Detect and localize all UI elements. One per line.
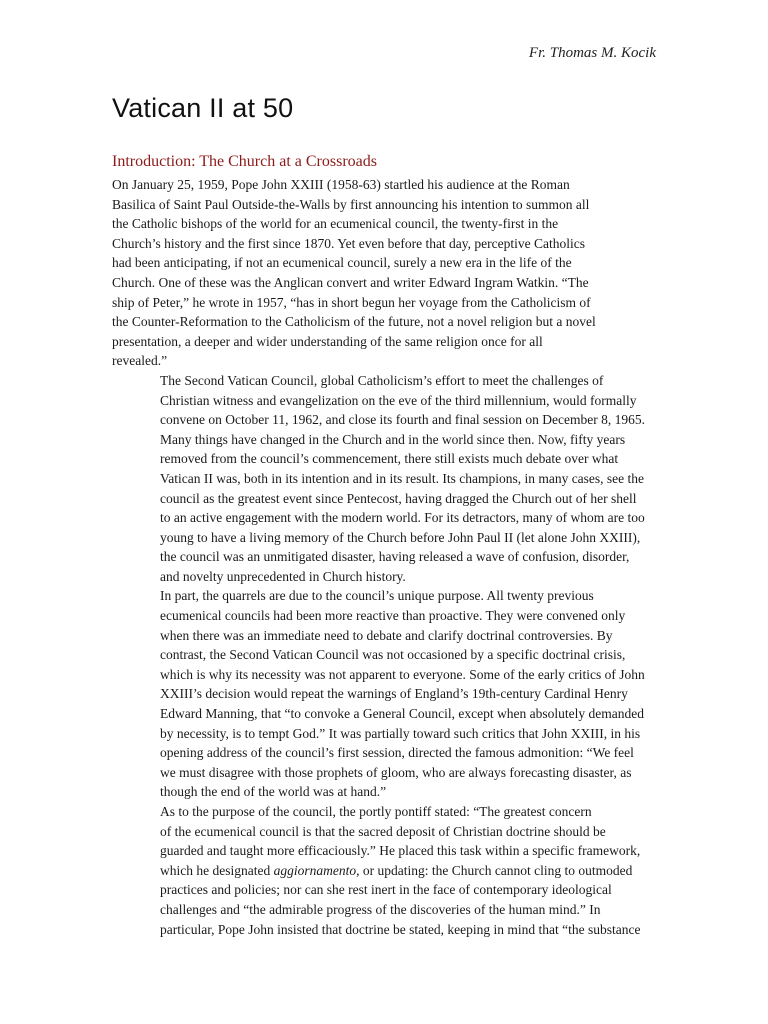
text-line: the Catholic bishops of the world for an ecumenical council, the twenty-first in the (112, 216, 559, 232)
author-name: Fr. Thomas M. Kocik (528, 45, 656, 61)
text-line: Vatican II was, both in its intention and in its result. Its champions, in many cases, see the (160, 470, 645, 486)
text-line: to an active engagement with the modern world. For its detractors, many of whom are too (160, 510, 645, 526)
paragraph (112, 371, 657, 587)
text-line: guarded and taught more efficaciously.” He placed this task within a specific framework, (160, 843, 641, 859)
text-line: The Second Vatican Council, global Catholicism’s effort to meet the challenges of (160, 372, 604, 388)
text-line: young to have a living memory of the Church before John Paul II (let alone John XXIII), (160, 529, 641, 545)
body-text (112, 175, 657, 939)
text-line: removed from the council’s commencement, there still exists much debate over what (160, 451, 619, 467)
text-line: by necessity, is to tempt God.” It was partially toward such critics that John XXIII, in his (160, 725, 641, 741)
text-line: Many things have changed in the Church and in the world since then. Now, fifty years (160, 431, 626, 447)
text-line: In part, the quarrels are due to the council’s unique purpose. All twenty previous (160, 588, 594, 604)
text-line: we must disagree with those prophets of gloom, who are always forecasting disaster, as (160, 764, 632, 780)
text-line: contrast, the Second Vatican Council was not occasioned by a specific doctrinal crisis, (160, 647, 626, 663)
text-line: XXIII’s decision would repeat the warnings of England’s 19th-century Cardinal Henry (160, 686, 628, 702)
text-line: ship of Peter,” he wrote in 1957, “has in short begun her voyage from the Catholicism of (112, 294, 591, 310)
text-line: the council was an unmitigated disaster, having released a wave of confusion, disorder, (160, 549, 630, 565)
text-line: council as the greatest event since Pentecost, having dragged the Church out of her shell (160, 490, 637, 506)
text-line: particular, Pope John insisted that doctrine be stated, keeping in mind that “the substance (160, 921, 641, 937)
text-line: Church. One of these was the Anglican convert and writer Edward Ingram Watkin. “The (112, 274, 589, 290)
text-line: Christian witness and evangelization on the eve of the third millennium, would formally (160, 392, 637, 408)
text-line: opening address of the council’s first session, directed the famous admonition: “We feel (160, 745, 634, 761)
text-line: had been anticipating, if not an ecumenical council, surely a new era in the life of the (112, 255, 572, 271)
text-line: On January 25, 1959, Pope John XXIII (1958-63) startled his audience at the Roman (112, 177, 570, 192)
text-line: presentation, a deeper and wider understanding of the same religion once for all (112, 333, 543, 349)
text-line: Church’s history and the first since 1870. Yet even before that day, perceptive Catholics (112, 235, 586, 251)
text-line: challenges and “the admirable progress of the discoveries of the human mind.” In (160, 901, 601, 917)
text-line: revealed.” (112, 353, 168, 369)
text-line: Basilica of Saint Paul Outside-the-Walls by first announcing his intention to summon all (112, 196, 590, 212)
text-line: though the end of the world was at hand.” (160, 784, 387, 800)
text-line: ecumenical councils had been more reactive than proactive. They were convened only (160, 608, 626, 624)
text-line: the Counter-Reformation to the Catholicism of the future, not a novel religion but a novel (112, 314, 596, 330)
text-line: of the ecumenical council is that the sacred deposit of Christian doctrine should be (160, 823, 606, 839)
paragraph (112, 802, 657, 939)
section-heading: Introduction: The Church at a Crossroads (112, 153, 377, 170)
text-line: which is why its necessity was not apparent to everyone. Some of the early critics of John (160, 666, 645, 682)
text-line: practices and policies; nor can she rest inert in the face of contemporary ideological (160, 882, 612, 898)
text-line: when there was an immediate need to debate and clarify doctrinal controversies. By (160, 627, 613, 643)
document-title: Vatican II at 50 (112, 93, 294, 123)
paragraph (112, 175, 657, 371)
paragraph (112, 586, 657, 802)
text-line: As to the purpose of the council, the portly pontiff stated: “The greatest concern (160, 804, 592, 819)
text-line: and novelty unprecedented in Church history. (160, 568, 406, 584)
text-line: convene on October 11, 1962, and close its fourth and final session on December 8, 1965. (160, 412, 646, 428)
text-line: Edward Manning, that “to convoke a General Council, except when absolutely demanded (160, 706, 644, 722)
text-line: which he designated aggiornamento, or updating: the Church cannot cling to outmoded (160, 862, 633, 878)
